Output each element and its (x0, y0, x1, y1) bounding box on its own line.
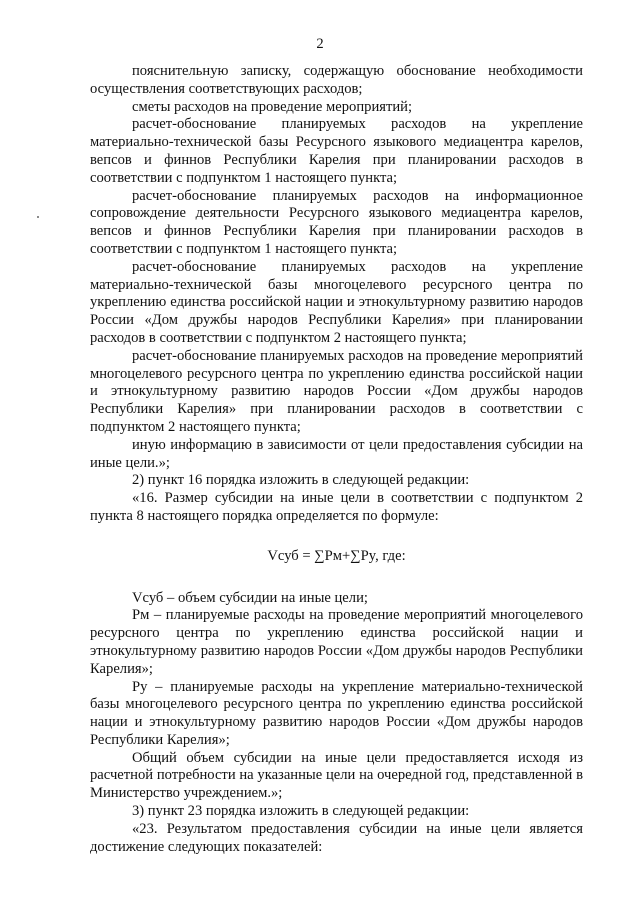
paragraph-item-23-heading: 3) пункт 23 порядка изложить в следующей редакции: (132, 803, 470, 820)
document-body (90, 63, 583, 856)
paragraph-estimates: сметы расходов на проведение мероприятий; (132, 98, 413, 115)
paragraph-item-23-text: «23. Результатом предоставления субсидии на иные цели является достижение следующих показателей: (90, 820, 583, 855)
definition-vsub: Vсуб – объем субсидии на иные цели; (132, 589, 368, 606)
subsidy-formula: Vсуб = ∑Pм+∑Py, где: (267, 547, 406, 564)
paragraph-item-16-text: «16. Размер субсидии на иные цели в соответствии с подпунктом 2 пункта 8 настоящего порядка определяется по формуле: (90, 490, 583, 524)
paragraph-calc-mediacenter-base: расчет-обоснование планируемых расходов на укрепление материально-технической базы Ресурсного языкового медиацентра карелов, вепсов и финнов Республики Карелия при планировании расходов в соответствии с подпунктом 1 настоящего пункта; (90, 116, 583, 186)
paragraph-calc-mediacenter-info: расчет-обоснование планируемых расходов на информационное сопровождение деятельности Ресурсного языкового медиацентра карелов, вепсов и финнов Республики Карелия при планировании расходов в соответствии с подпунктом 1 настоящего пункта; (90, 187, 583, 257)
page-number: 2 (316, 36, 324, 52)
definition-ry: Ру – планируемые расходы на укрепление материально-технической базы многоцелевого ресурсного центра по укреплению единства российской нации и этнокультурному развитию народов России «Дом дружбы народов Республики Карелия»; (90, 678, 583, 748)
paragraph-explanatory-note: пояснительную записку, содержащую обоснование необходимости осуществления соответствующих расходов; (90, 63, 583, 97)
paragraph-calc-center-base: расчет-обоснование планируемых расходов на укрепление материально-технической базы многоцелевого ресурсного центра по укреплению единства российской нации и этнокультурному развитию народов России «Дом дружбы народов Республики Карелия» при планировании расходов в соответствии с подпунктом 2 настоящего пункта; (90, 258, 583, 346)
definition-rm: Рм – планируемые расходы на проведение мероприятий многоцелевого ресурсного центра по укреплению единства российской нации и этнокультурному развитию народов России «Дом дружбы народов Республики Карелия»; (90, 607, 583, 677)
paragraph-other-info: иную информацию в зависимости от цели предоставления субсидии на иные цели.»; (90, 436, 583, 471)
paragraph-calc-center-events: расчет-обоснование планируемых расходов на проведение мероприятий многоцелевого ресурсного центра по укреплению единства российской нации и этнокультурному развитию народов России «Дом дружбы народов Республики Карелия» при планировании расходов в соответствии с подпунктом 2 настоящего пункта; (90, 347, 583, 435)
paragraph-item-16-heading: 2) пункт 16 порядка изложить в следующей редакции: (132, 472, 470, 489)
paragraph-total-subsidy: Общий объем субсидии на иные цели предоставляется исходя из расчетной потребности на указанные цели на очередной год, представленной в Министерство учреждением.»; (90, 749, 583, 802)
scan-speck (37, 216, 39, 218)
